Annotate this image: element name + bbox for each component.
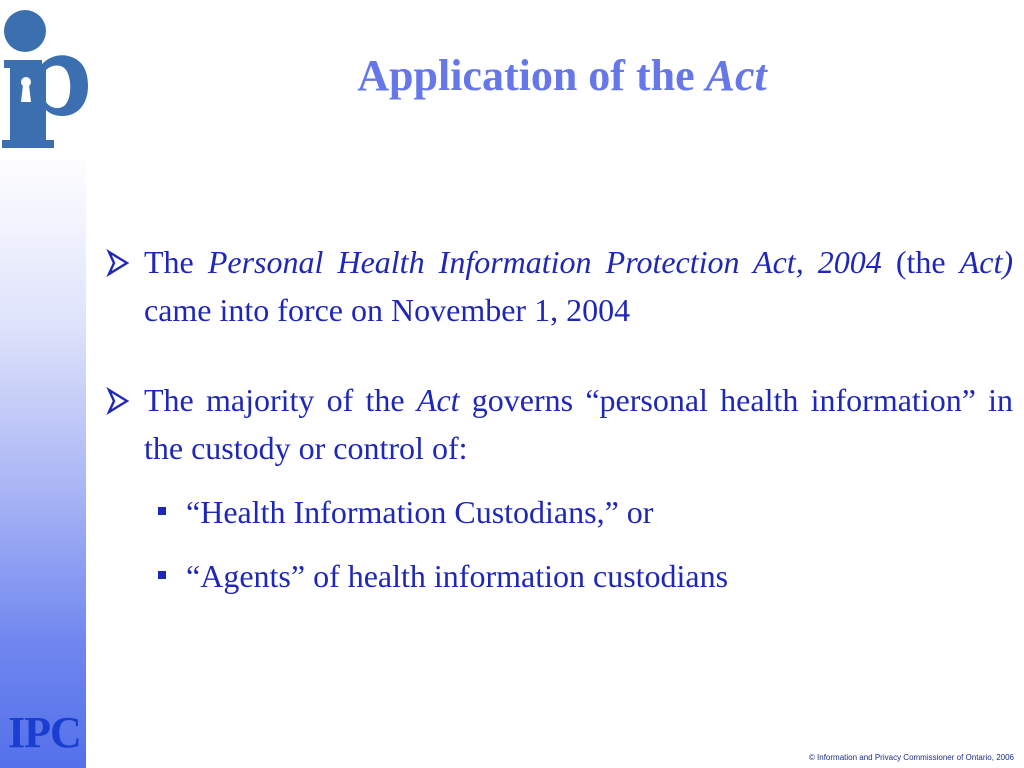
title-italic: Act <box>705 51 767 100</box>
arrow-bullet-icon <box>104 238 136 286</box>
sub-bullet-item <box>104 488 1013 536</box>
sub-bullet-text: “Health Information Custodians,” or <box>186 494 654 530</box>
square-bullet-icon <box>158 507 166 515</box>
act-full-name: Personal Health Information Protection Act, 2004 <box>207 244 882 280</box>
arrow-bullet-icon <box>104 376 136 424</box>
left-gradient-band <box>0 150 86 768</box>
act-word: Act <box>416 382 460 418</box>
bullet-2-tail: governs “personal health information” in the custody or control of: <box>144 382 1014 466</box>
sub-bullet-item <box>104 552 1013 600</box>
title-prefix: Application of the <box>357 51 695 100</box>
bullet-1-lead: The <box>144 244 194 280</box>
bullet-item <box>104 238 1013 334</box>
sub-bullet-text: “Agents” of health information custodians <box>186 558 729 594</box>
bullet-1-tail: came into force on November 1, 2004 <box>144 292 631 328</box>
ipc-wordmark-logo: IPC <box>8 708 81 757</box>
slide-body <box>104 238 1013 600</box>
slide-title <box>120 48 1004 104</box>
bullet-item <box>104 376 1013 472</box>
ipc-keyhole-logo-icon <box>0 6 90 148</box>
bullet-1-paren: (the <box>895 244 946 280</box>
copyright-notice: © Information and Privacy Commissioner of Ontario, 2006 <box>808 753 1014 762</box>
act-short-name: Act) <box>959 244 1014 280</box>
bullet-2-lead: The majority of the <box>144 382 405 418</box>
square-bullet-icon <box>158 571 166 579</box>
sub-bullet-list <box>104 488 1013 600</box>
